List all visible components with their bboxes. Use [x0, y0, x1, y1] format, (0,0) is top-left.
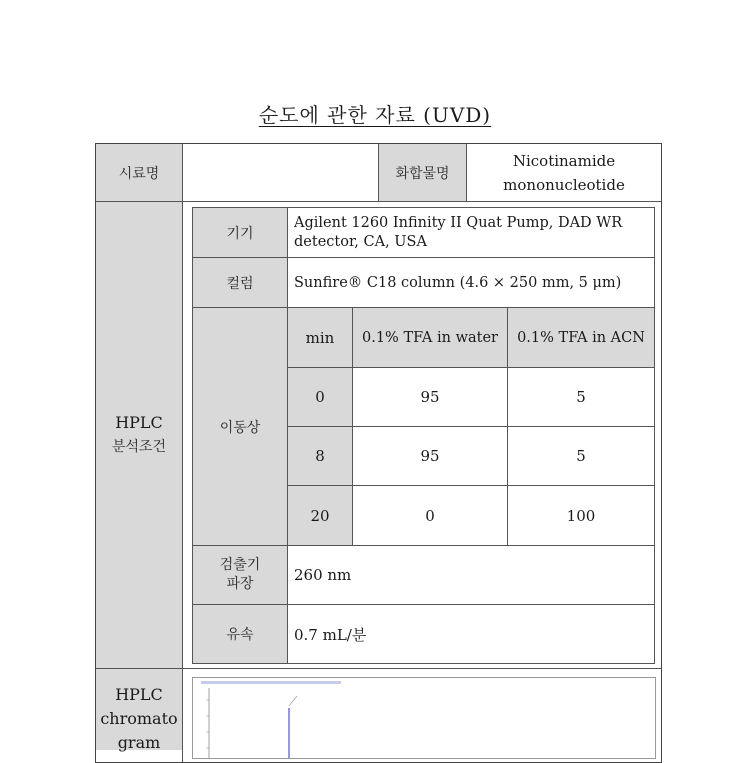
wavelength-label-line-2: 파장	[226, 576, 254, 592]
mp-header-water: 0.1% TFA in water	[353, 308, 507, 367]
mp-row-0-min: 0	[288, 368, 352, 426]
wavelength-label	[193, 546, 287, 604]
instrument-line-2: detector, CA, USA	[294, 233, 427, 250]
chromatogram-image	[192, 677, 656, 759]
hplc-label-line-1: HPLC	[115, 413, 163, 432]
mp-row-2-acn: 100	[566, 506, 596, 525]
column-value: Sunfire® C18 column (4.6 × 250 mm, 5 μm)	[294, 274, 622, 291]
wavelength-value: 260 nm	[294, 566, 352, 584]
mp-row-2-min: 20	[288, 486, 352, 545]
compound-line-1: Nicotinamide	[512, 151, 616, 170]
wavelength-label-line-1: 검출기	[219, 557, 261, 573]
mp-row-0-acn: 5	[576, 388, 586, 406]
hplc-conditions-label	[96, 202, 182, 668]
chromatogram-label-line-1: HPLC	[115, 685, 163, 704]
compound-value	[467, 144, 661, 201]
chromatogram-plot	[193, 678, 655, 758]
mp-header-min: min	[288, 308, 352, 367]
flow-value: 0.7 mL/분	[294, 625, 367, 644]
instrument-value	[288, 208, 654, 257]
mp-row-1-water: 95	[420, 447, 440, 465]
mp-row-1-min: 8	[288, 427, 352, 485]
page-title: 순도에 관한 자료 (UVD)	[258, 103, 492, 127]
chromatogram-label	[96, 669, 182, 750]
mp-row-2-water: 0	[425, 506, 435, 525]
flow-label: 유속	[193, 605, 287, 663]
mp-header-acn: 0.1% TFA in ACN	[508, 308, 654, 367]
chromatogram-label-line-3: gram	[117, 733, 161, 752]
chromatogram-label-line-2: chromato	[100, 709, 178, 728]
compound-line-2: mononucleotide	[503, 175, 625, 194]
compound-label: 화합물명	[379, 144, 466, 201]
hplc-label-line-2: 분석조건	[111, 439, 167, 455]
sample-label: 시료명	[96, 144, 182, 201]
column-label: 컬럼	[193, 258, 287, 307]
sample-value	[183, 144, 378, 201]
mobile-phase-label: 이동상	[193, 308, 287, 545]
instrument-label: 기기	[193, 208, 287, 257]
mp-row-1-acn: 5	[576, 447, 586, 465]
mp-row-0-water: 95	[420, 388, 440, 406]
instrument-line-1: Agilent 1260 Infinity II Quat Pump, DAD WR	[294, 214, 623, 231]
